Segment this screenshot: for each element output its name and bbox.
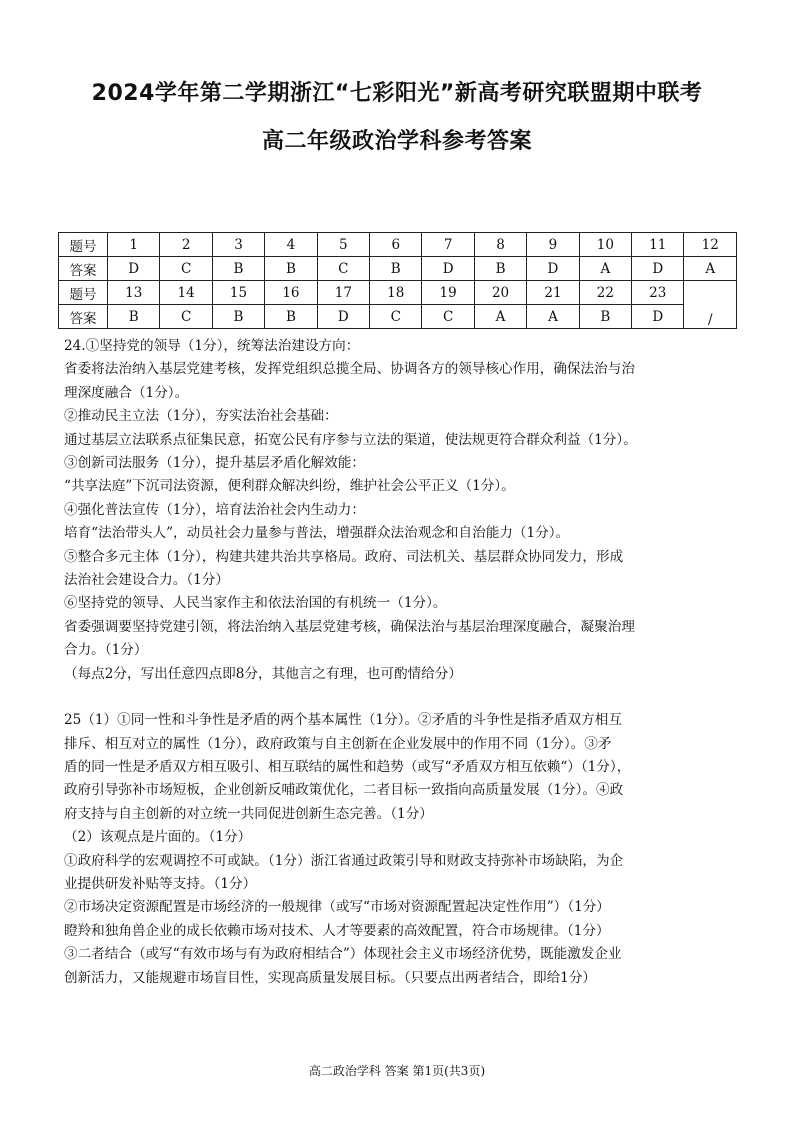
answer-cell: B [579, 305, 631, 329]
answer-cell: C [160, 305, 212, 329]
text-line: 理深度融合（1分）。 [64, 384, 189, 401]
text-line: 瞪羚和独角兽企业的成长依赖市场对技术、人才等要素的高效配置，符合市场规律。（1分） [64, 922, 610, 939]
question-number: 3 [212, 233, 264, 257]
row-label: 答案 [59, 257, 108, 281]
question-number: 23 [632, 281, 684, 305]
table-row-answers-1 [59, 257, 737, 281]
answer-cell: A [684, 257, 737, 281]
answer-cell: C [317, 257, 369, 281]
table-row-numbers-1 [59, 233, 737, 257]
text-line: 法治社会建设合力。（1分） [64, 572, 229, 589]
text-line: ③二者结合（或写“有效市场与有为政府相结合”）体现社会主义市场经济优势，既能激发企业 [64, 946, 622, 963]
question-number: 15 [212, 281, 264, 305]
text-line: 府支持与自主创新的对立统一共同促进创新生态完善。（1分） [64, 805, 433, 822]
answer-cell: B [474, 257, 526, 281]
question-number: 2 [160, 233, 212, 257]
text-line: ②市场决定资源配置是市场经济的一般规律（或写“市场对资源配置起决定性作用”）（1分） [64, 899, 610, 916]
answer-cell: D [632, 305, 684, 329]
question-number: 20 [474, 281, 526, 305]
text-line: 排斥、相互对立的属性（1分），政府政策与自主创新在企业发展中的作用不同（1分）。③矛 [64, 735, 612, 752]
answer-cell: B [212, 305, 264, 329]
text-line: 培育“法治带头人”，动员社会力量参与普法，增强群众法治观念和自治能力（1分）。 [64, 525, 570, 542]
question-number: 22 [579, 281, 631, 305]
question-number: 8 [474, 233, 526, 257]
question-number: 1 [108, 233, 160, 257]
text-line: ③创新司法服务（1分），提升基层矛盾化解效能： [64, 455, 365, 472]
question-number: 12 [684, 233, 737, 257]
text-line: 25（1）①同一性和斗争性是矛盾的两个基本属性（1分）。②矛盾的斗争性是指矛盾双方相互 [64, 712, 622, 729]
question-number: 14 [160, 281, 212, 305]
document-subtitle: 高二年级政治学科参考答案 [261, 129, 532, 154]
answer-cell: B [265, 257, 317, 281]
text-line: “共享法庭”下沉司法资源，便利群众解决纠纷，维护社会公平正义（1分）。 [64, 478, 515, 495]
page-footer: 高二政治学科 答案 第1页(共3页) [308, 1064, 486, 1078]
row-label: 答案 [59, 305, 108, 329]
question-number: 19 [422, 281, 474, 305]
text-line: 盾的同一性是矛盾双方相互吸引、相互联结的属性和趋势（或写“矛盾双方相互依赖“）（1分）， [64, 758, 631, 775]
question-number: 21 [527, 281, 579, 305]
question-number: 16 [265, 281, 317, 305]
text-line: 业提供研发补贴等支持。（1分） [64, 875, 257, 892]
answer-cell: D [422, 257, 474, 281]
answer-cell: C [370, 305, 422, 329]
text-line: ⑤整合多元主体（1分），构建共建共治共享格局。政府、司法机关、基层群众协同发力，形成 [64, 548, 624, 565]
answer-cell: D [527, 257, 579, 281]
text-line: （每点2分，写出任意四点即8分，其他言之有理，也可酌情给分） [64, 665, 462, 682]
text-line: （2）该观点是片面的。（1分） [64, 829, 252, 846]
text-line: ①政府科学的宏观调控不可或缺。（1分）浙江省通过政策引导和财政支持弥补市场缺陷，为企 [64, 852, 624, 869]
question-number: 4 [265, 233, 317, 257]
question-number: 6 [370, 233, 422, 257]
answer-cell: B [108, 305, 160, 329]
text-line: 省委强调要坚持党建引领，将法治纳入基层党建考核，确保法治与基层治理深度融合，凝聚治理 [64, 618, 635, 635]
text-line: ⑥坚持党的领导、人民当家作主和依法治国的有机统一（1分）。 [64, 595, 447, 612]
table-row-numbers-2 [59, 281, 737, 305]
answer-cell: B [265, 305, 317, 329]
answer-cell: D [632, 257, 684, 281]
answer-cell: D [108, 257, 160, 281]
question-number: 11 [632, 233, 684, 257]
answer-cell: B [212, 257, 264, 281]
document-title: 2024学年第二学期浙江“七彩阳光”新高考研究联盟期中联考 [91, 81, 703, 106]
answer-cell: A [474, 305, 526, 329]
text-line: ②推动民主立法（1分），夯实法治社会基础： [64, 408, 338, 425]
text-line: 24.①坚持党的领导（1分），统筹法治建设方向： [64, 338, 360, 354]
question-number: 17 [317, 281, 369, 305]
question-number: 9 [527, 233, 579, 257]
paragraph-gap [64, 686, 744, 709]
text-line: 省委将法治纳入基层党建考核，发挥党组织总揽全局、协调各方的领导核心作用，确保法治与治 [64, 361, 635, 378]
answer-cell: A [527, 305, 579, 329]
question-number: 18 [370, 281, 422, 305]
answer-explanations [64, 335, 744, 990]
answer-cell: C [422, 305, 474, 329]
answer-cell: A [579, 257, 631, 281]
table-row-answers-2 [59, 305, 737, 329]
row-label: 题号 [59, 281, 108, 305]
answer-cell: C [160, 257, 212, 281]
empty-mark-cell: / [684, 281, 737, 329]
row-label: 题号 [59, 233, 108, 257]
text-line: ④强化普法宣传（1分），培育法治社会内生动力： [64, 501, 365, 518]
answer-cell: D [317, 305, 369, 329]
question-number: 5 [317, 233, 369, 257]
text-line: 创新活力，又能规避市场盲目性，实现高质量发展目标。（只要点出两者结合，即给1分） [64, 969, 597, 986]
answer-table [58, 232, 737, 329]
question-number: 13 [108, 281, 160, 305]
question-number: 10 [579, 233, 631, 257]
text-line: 政府引导弥补市场短板，企业创新反哺政策优化，二者目标一致指向高质量发展（1分）。④政 [64, 782, 624, 799]
question-number: 7 [422, 233, 474, 257]
text-line: 合力。（1分） [64, 642, 148, 659]
text-line: 通过基层立法联系点征集民意，拓宽公民有序参与立法的渠道，使法规更符合群众利益（1分）。 [64, 431, 637, 448]
answer-cell: B [370, 257, 422, 281]
